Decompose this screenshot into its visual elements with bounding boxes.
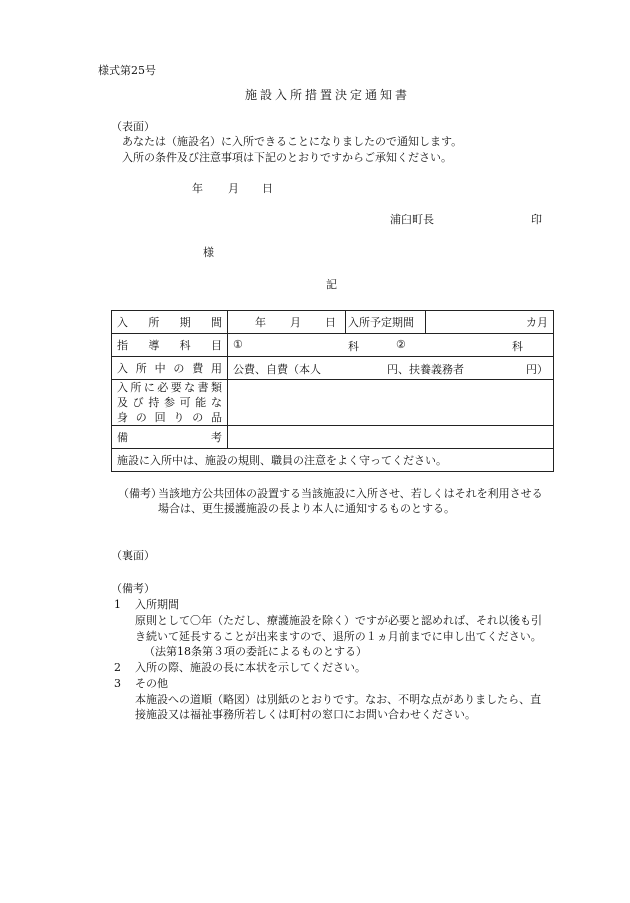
date-year: 年 — [192, 182, 203, 195]
intro-line-1: あなたは（施設名）に入所できることになりましたので通知します。 — [122, 135, 463, 148]
remarks-label-cell: 備 考 — [112, 426, 228, 449]
table-row — [112, 449, 554, 472]
item-2-text: 入所の際、施設の長に本状を示してください。 — [135, 661, 366, 674]
table-row — [112, 426, 554, 449]
subject-2-unit: 科 — [512, 340, 523, 353]
period-month: 月 — [290, 316, 301, 329]
date-month: 月 — [228, 182, 239, 195]
cost-label-cell: 入 所 中 の 費 用 — [112, 357, 228, 380]
period-label-cell: 入 所 期 間 — [112, 311, 228, 334]
addressee-suffix: 様 — [203, 246, 214, 259]
subject-1-mark: ① — [233, 338, 243, 351]
back-remarks-label: （備考） — [111, 582, 155, 595]
cost-close: 円） — [526, 363, 548, 376]
cost-public-self: 公費、自費（本人 — [233, 363, 321, 376]
planned-period-value: カ月 — [426, 311, 554, 334]
ki-heading: 記 — [326, 278, 337, 291]
issuer-name: 浦臼町長 — [390, 213, 434, 226]
form-number: 様式第25号 — [98, 64, 156, 77]
remark-line-1: 当該地方公共団体の設置する当該施設に入所させ、若しくはそれを利用させる — [158, 487, 543, 500]
placement-table — [111, 310, 554, 472]
item-3-title: その他 — [135, 677, 168, 690]
subject-value-cell — [228, 334, 554, 357]
table-row — [112, 380, 554, 426]
remark-line-2: 場合は、更生援護施設の長より本人に通知するものとする。 — [158, 502, 455, 515]
item-1-line-3: （法第18条第３項の委託によるものとする） — [144, 645, 367, 658]
period-date-cell — [228, 311, 346, 334]
table-row — [112, 334, 554, 357]
subject-label-cell: 指 導 科 目 — [112, 334, 228, 357]
planned-period-label: 入所予定期間 — [346, 311, 426, 334]
period-year: 年 — [255, 316, 266, 329]
subject-2-mark: ② — [396, 338, 406, 351]
cost-value-cell — [228, 357, 554, 380]
item-1-number: 1 — [114, 598, 121, 611]
item-2-number: 2 — [114, 661, 121, 674]
notice-cell: 施設に入所中は、施設の規則、職員の注意をよく守ってください。 — [112, 449, 554, 472]
item-3-number: 3 — [114, 677, 121, 690]
front-label: （表面） — [111, 120, 155, 133]
item-1-title: 入所期間 — [135, 598, 179, 611]
intro-line-2: 入所の条件及び注意事項は下記のとおりですからご承知ください。 — [122, 151, 452, 164]
items-value-cell — [228, 380, 554, 426]
seal-mark: 印 — [531, 213, 542, 226]
table-row — [112, 311, 554, 334]
item-3-line-2: 接施設又は福祉事務所若しくは町村の窓口にお問い合わせください。 — [135, 708, 476, 721]
remarks-value-cell — [228, 426, 554, 449]
items-label-cell: 入 所 に 必 要 な 書 類 及 び 持 参 可 能 な 身 の 回 り の 品 — [112, 380, 228, 426]
item-3-line-1: 本施設への道順（略図）は別紙のとおりです。なお、不明な点がありましたら、直 — [135, 693, 542, 706]
cost-guardian: 円、扶養義務者 — [387, 363, 464, 376]
item-1-line-2: き続いて延長することが出来ますので、退所の１ヵ月前までに申し出てください。 — [135, 630, 542, 643]
back-label: （裏面） — [111, 549, 155, 562]
period-day: 日 — [325, 316, 336, 329]
document-title: 施設入所措置決定通知書 — [245, 88, 411, 102]
item-1-line-1: 原則として〇年（ただし、療護施設を除く）ですが必要と認めれば、それ以後も引 — [135, 614, 542, 627]
table-row — [112, 357, 554, 380]
remark-label: （備考） — [118, 487, 162, 500]
subject-1-unit: 科 — [348, 340, 359, 353]
date-day: 日 — [262, 182, 273, 195]
